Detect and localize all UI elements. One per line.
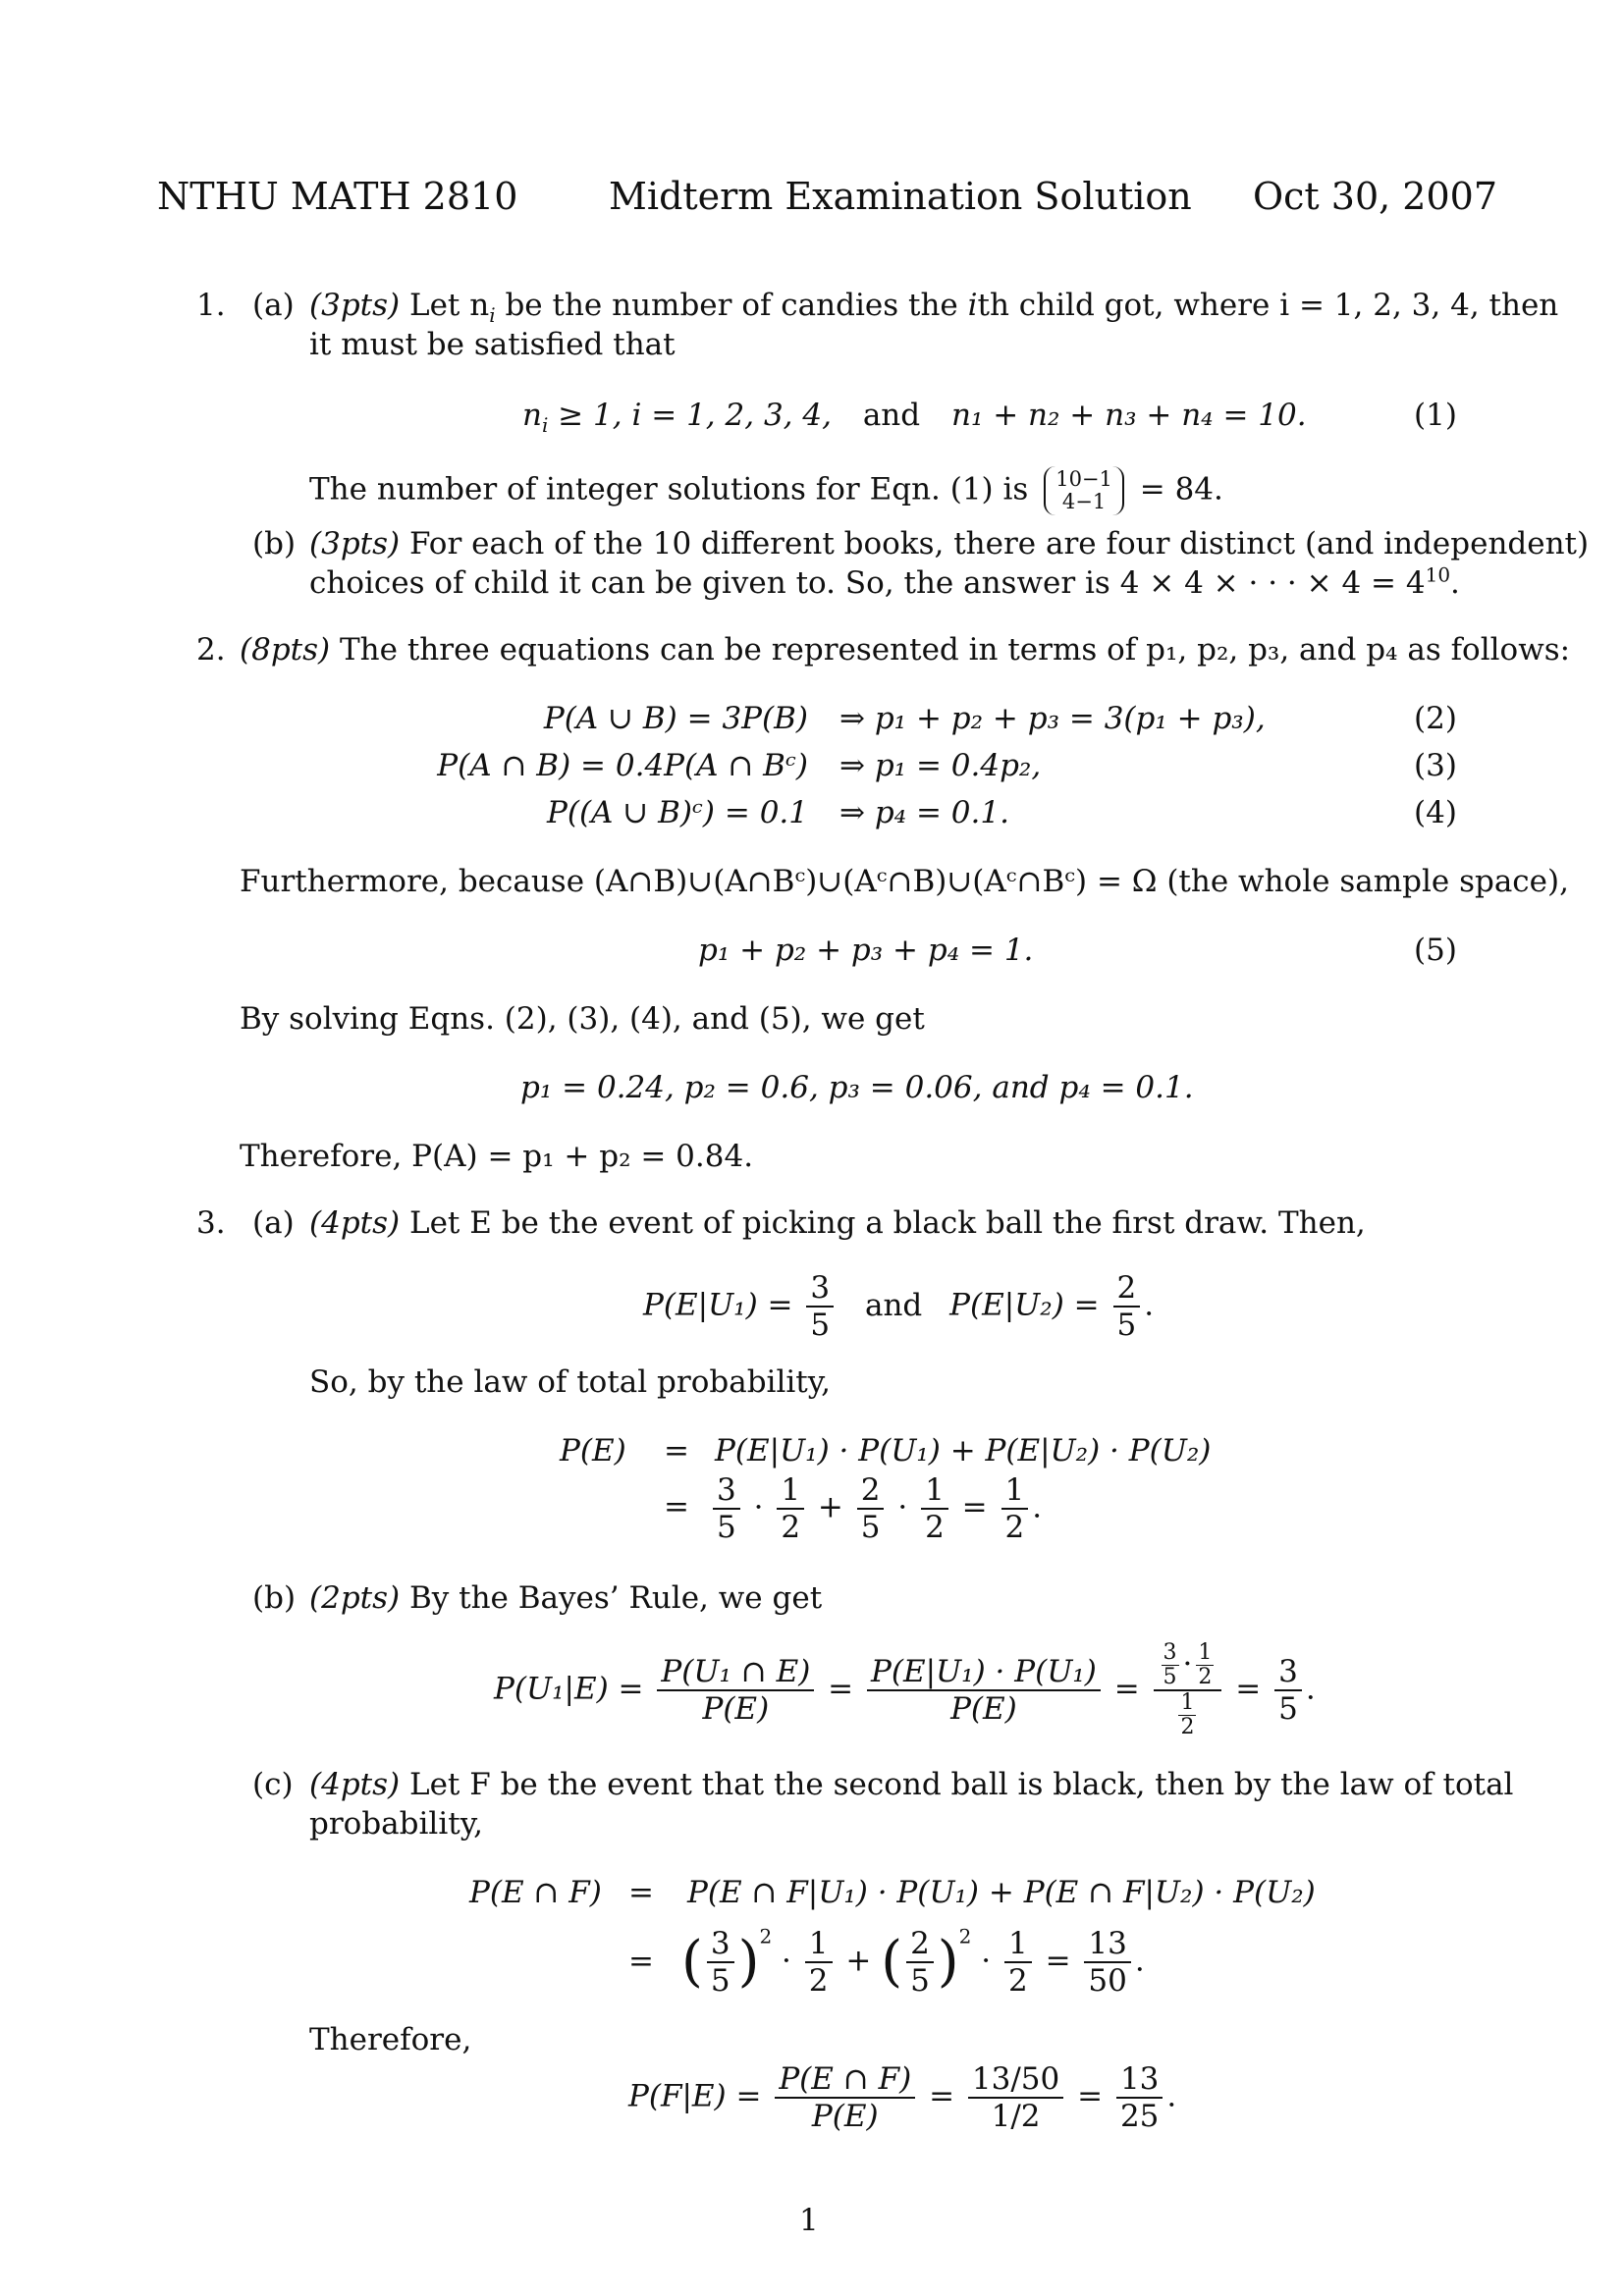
fraction-1-2-small xyxy=(1178,1691,1196,1739)
fraction-1-2-small xyxy=(1196,1641,1214,1689)
q1b-period: . xyxy=(1450,565,1460,601)
equals: = xyxy=(961,1489,988,1525)
q2-points: (8pts) xyxy=(240,632,331,667)
q1b-label: (b) xyxy=(252,526,297,561)
den: 5 xyxy=(1163,1665,1177,1689)
eq1-n: n xyxy=(522,398,542,433)
binomial-bottom: 4−1 xyxy=(1061,490,1107,513)
q2-solution: p₁ = 0.24, p₂ = 0.6, p₃ = 0.06, and p₄ = 0.1. xyxy=(520,1070,1194,1105)
q1a-label: (a) xyxy=(252,288,295,323)
binomial-top: 10−1 xyxy=(1055,467,1112,491)
q1b-points: (3pts) xyxy=(309,526,401,561)
num: 1 xyxy=(1001,1472,1029,1510)
equals: = xyxy=(828,1671,854,1707)
q3a-label: (a) xyxy=(252,1205,295,1241)
num: 13/50 xyxy=(968,2061,1063,2099)
num: 1 xyxy=(1180,1690,1195,1715)
period: . xyxy=(1305,1671,1316,1707)
eq4-number: (4) xyxy=(1414,795,1457,830)
eq1-condition: ≥ 1, i = 1, 2, 3, 4, xyxy=(548,398,832,433)
q3a-text xyxy=(309,1205,1366,1241)
q1a-text-part1: Let n xyxy=(408,288,490,323)
eq-sign-4: = xyxy=(628,1944,654,1979)
equals: = xyxy=(1235,1671,1262,1707)
q3c-text-body: Let F be the event that the second ball is black, then by the law of total xyxy=(408,1767,1514,1802)
equals: = xyxy=(1077,2078,1104,2114)
pfe-equation xyxy=(628,2061,1176,2134)
den: 5 xyxy=(910,1963,930,1999)
eq2-lhs: P(A ∪ B) = 3P(B) xyxy=(543,701,808,736)
den: 2 xyxy=(1198,1665,1213,1689)
fraction-1350-12 xyxy=(968,2061,1063,2134)
eq2-rhs: ⇒ p₁ + p₂ + p₃ = 3(p₁ + p₃), xyxy=(839,701,1266,736)
q3b-text xyxy=(309,1580,822,1616)
pef-rhs-1: P(E ∩ F|U₁) · P(U₁) + P(E ∩ F|U₂) · P(U₂) xyxy=(687,1875,1316,1910)
q3a-text-body: Let E be the event of picking a black ball the first draw. Then, xyxy=(408,1205,1366,1241)
q2-number: 2. xyxy=(196,632,226,667)
eq-sign-3: = xyxy=(628,1875,654,1910)
den: 2 xyxy=(925,1510,945,1545)
q1a-text-part2: be the number of candies the xyxy=(495,288,968,323)
compound-numerator xyxy=(1154,1641,1222,1691)
fraction-1-2 xyxy=(777,1472,804,1545)
right-paren: ) xyxy=(937,1930,959,1994)
q1b-text-part2: choices of child it can be given to. So, the answer is 4 × 4 × · · · × 4 = 4 xyxy=(309,565,1426,601)
num: 3 xyxy=(806,1270,834,1308)
and-word: and xyxy=(864,1287,923,1323)
pe-u2: P(E|U₂) = xyxy=(949,1287,1100,1323)
eq1-sum: n₁ + n₂ + n₃ + n₄ = 10. xyxy=(950,398,1307,433)
pef-rhs-2 xyxy=(681,1926,1145,1999)
q3c-text-line1 xyxy=(309,1767,1513,1802)
num: 3 xyxy=(1274,1654,1302,1691)
eq5-number: (5) xyxy=(1414,933,1457,968)
den: 2 xyxy=(1004,1510,1025,1545)
q3a-points: (4pts) xyxy=(309,1205,401,1241)
q3c-text-line2: probability, xyxy=(309,1806,483,1842)
square: 2 xyxy=(958,1924,972,1949)
q1a-text-part3: th child got, where i = 1, 2, 3, 4, then xyxy=(977,288,1559,323)
period: . xyxy=(1144,1287,1155,1323)
pe-rhs-2 xyxy=(709,1472,1042,1545)
right-paren: ) xyxy=(737,1930,760,1994)
page-number: 1 xyxy=(799,2203,819,2238)
den: 2 xyxy=(1180,1715,1195,1739)
fraction-3-5 xyxy=(806,1270,834,1343)
eq1: $n_i \ge 1$, i = 1, 2, 3, 4, and n₁ + n₂ + n₃ + n₄ = 10. xyxy=(522,398,1307,438)
q2-therefore: Therefore, P(A) = p₁ + p₂ = 0.84. xyxy=(240,1139,754,1174)
fraction-2-5 xyxy=(1113,1270,1141,1343)
eq2-number: (2) xyxy=(1414,701,1457,736)
left-paren: ( xyxy=(881,1930,903,1994)
num: P(E|U₁) · P(U₁) xyxy=(867,1654,1101,1691)
q1a-result-text: The number of integer solutions for Eqn. (1) is xyxy=(309,471,1029,507)
eq1-number: (1) xyxy=(1414,398,1457,433)
den: 25 xyxy=(1119,2099,1160,2134)
cdot: · xyxy=(897,1489,908,1525)
binomial-coefficient xyxy=(1044,466,1124,515)
den: 2 xyxy=(781,1510,801,1545)
den: P(E) xyxy=(702,1691,770,1727)
q3c-therefore: Therefore, xyxy=(309,2022,472,2057)
q1a-result xyxy=(309,466,1223,515)
q1a-text-line2: it must be satisfied that xyxy=(309,327,676,362)
fraction-1-2 xyxy=(1001,1472,1029,1545)
fraction-3-5 xyxy=(707,1926,734,1999)
q1a-points: (3pts) xyxy=(309,288,401,323)
num: 1 xyxy=(777,1472,804,1510)
left-paren: ( xyxy=(681,1930,703,1994)
num: P(U₁ ∩ E) xyxy=(657,1654,814,1691)
eq-sign-1: = xyxy=(664,1433,689,1468)
period: . xyxy=(1032,1489,1043,1525)
q1-number: 1. xyxy=(196,288,226,323)
fraction-1-2 xyxy=(1004,1926,1032,1999)
den: P(E) xyxy=(950,1691,1017,1727)
num: 2 xyxy=(1113,1270,1141,1308)
q3c-label: (c) xyxy=(252,1767,294,1802)
den: 5 xyxy=(717,1510,736,1545)
den: 50 xyxy=(1088,1963,1127,1999)
q3-number: 3. xyxy=(196,1205,226,1241)
square: 2 xyxy=(759,1924,773,1949)
fraction-3-5-small xyxy=(1162,1641,1179,1689)
q1a-text-line1: (3pts) Let $n_i$ be the number of candies the ith child got, where i = 1, 2, 3, 4, then xyxy=(309,288,1559,328)
cdot: · xyxy=(753,1489,764,1525)
pfe-lhs: P(F|E) = xyxy=(628,2078,762,2114)
pe-rhs-1: P(E|U₁) · P(U₁) + P(E|U₂) · P(U₂) xyxy=(715,1433,1212,1468)
plus: + xyxy=(845,1943,872,1979)
q3c-points: (4pts) xyxy=(309,1767,401,1802)
den: 5 xyxy=(810,1308,831,1343)
plus: + xyxy=(817,1489,843,1525)
q1a-result-value: = 84. xyxy=(1139,471,1223,507)
cdot: · xyxy=(1182,1646,1193,1682)
equals: = xyxy=(929,2078,955,2114)
exam-date: Oct 30, 2007 xyxy=(1253,175,1498,218)
fraction-pef-pe xyxy=(775,2061,915,2134)
eq4-rhs: ⇒ p₄ = 0.1. xyxy=(839,795,1009,830)
num: 3 xyxy=(707,1926,734,1963)
eq1-and: and xyxy=(862,398,921,433)
num: 3 xyxy=(713,1472,740,1510)
eq4-lhs: P((A ∪ B)ᶜ) = 0.1 xyxy=(547,795,808,830)
q3b-points: (2pts) xyxy=(309,1580,401,1616)
q1b-text-line2 xyxy=(309,562,1460,601)
eq-pe-given-u xyxy=(643,1270,1154,1343)
bayes-equation xyxy=(494,1641,1316,1739)
fraction-2-5 xyxy=(857,1472,885,1545)
equals: = xyxy=(1113,1671,1140,1707)
q1b-text-line1 xyxy=(309,526,1589,561)
num: 13 xyxy=(1116,2061,1163,2099)
num: P(E ∩ F) xyxy=(775,2061,915,2099)
num: 1 xyxy=(1198,1640,1213,1665)
q3b-text-body: By the Bayes’ Rule, we get xyxy=(408,1580,823,1616)
fraction-1-2 xyxy=(805,1926,833,1999)
q2-intro xyxy=(240,632,1570,667)
den: 1/2 xyxy=(991,2099,1041,2134)
num: 2 xyxy=(906,1926,934,1963)
fraction-1-2 xyxy=(921,1472,948,1545)
eq5: p₁ + p₂ + p₃ + p₄ = 1. xyxy=(698,933,1034,968)
eq3-number: (3) xyxy=(1414,748,1457,783)
fraction-2-5 xyxy=(906,1926,934,1999)
num: 2 xyxy=(857,1472,885,1510)
den: P(E) xyxy=(811,2099,879,2134)
pef-lhs: P(E ∩ F) xyxy=(469,1875,602,1910)
fraction-3-5 xyxy=(1274,1654,1302,1727)
eq-sign-2: = xyxy=(664,1489,689,1524)
fraction-13-25 xyxy=(1116,2061,1163,2134)
fraction-3-5 xyxy=(713,1472,740,1545)
fraction-compound xyxy=(1154,1641,1222,1739)
num: 1 xyxy=(805,1926,833,1963)
q3a-total-prob-text: So, by the law of total probability, xyxy=(309,1364,831,1400)
pe-lhs: P(E) xyxy=(560,1433,626,1468)
fraction-bayes-2 xyxy=(867,1654,1101,1727)
den: 5 xyxy=(1116,1308,1137,1343)
den: 2 xyxy=(808,1963,829,1999)
cdot: · xyxy=(981,1943,992,1979)
den: 5 xyxy=(1278,1691,1298,1727)
q1b-exponent: 10 xyxy=(1425,562,1451,587)
den: 5 xyxy=(710,1963,730,1999)
compound-denominator xyxy=(1170,1691,1204,1739)
document-title: Midterm Examination Solution xyxy=(609,175,1192,218)
q2-furthermore: Furthermore, because (A∩B)∪(A∩Bᶜ)∪(Aᶜ∩B)∪(Aᶜ∩Bᶜ) = Ω (the whole sample space), xyxy=(240,864,1569,899)
num: 13 xyxy=(1084,1926,1130,1963)
num: 1 xyxy=(921,1472,948,1510)
fraction-13-50 xyxy=(1084,1926,1130,1999)
bayes-lhs: P(U₁|E) = xyxy=(494,1671,644,1707)
q3b-label: (b) xyxy=(252,1580,297,1616)
eq3-lhs: P(A ∩ B) = 0.4P(A ∩ Bᶜ) xyxy=(437,748,808,783)
pe-u1: P(E|U₁) = xyxy=(643,1287,793,1323)
num: 1 xyxy=(1004,1926,1032,1963)
equals: = xyxy=(1045,1943,1071,1979)
period: . xyxy=(1134,1943,1145,1979)
den: 2 xyxy=(1007,1963,1028,1999)
q2-solving-text: By solving Eqns. (2), (3), (4), and (5), we get xyxy=(240,1001,925,1037)
eq3-rhs: ⇒ p₁ = 0.4p₂, xyxy=(839,748,1042,783)
period: . xyxy=(1166,2078,1177,2114)
den: 5 xyxy=(860,1510,881,1545)
q1b-text-part1: For each of the 10 different books, there are four distinct (and independent) xyxy=(408,526,1590,561)
course-code: NTHU MATH 2810 xyxy=(157,175,518,218)
q2-intro-text: The three equations can be represented in terms of p₁, p₂, p₃, and p₄ as follows: xyxy=(339,632,1571,667)
fraction-bayes-1 xyxy=(657,1654,814,1727)
cdot: · xyxy=(782,1943,791,1979)
num: 3 xyxy=(1163,1640,1177,1665)
